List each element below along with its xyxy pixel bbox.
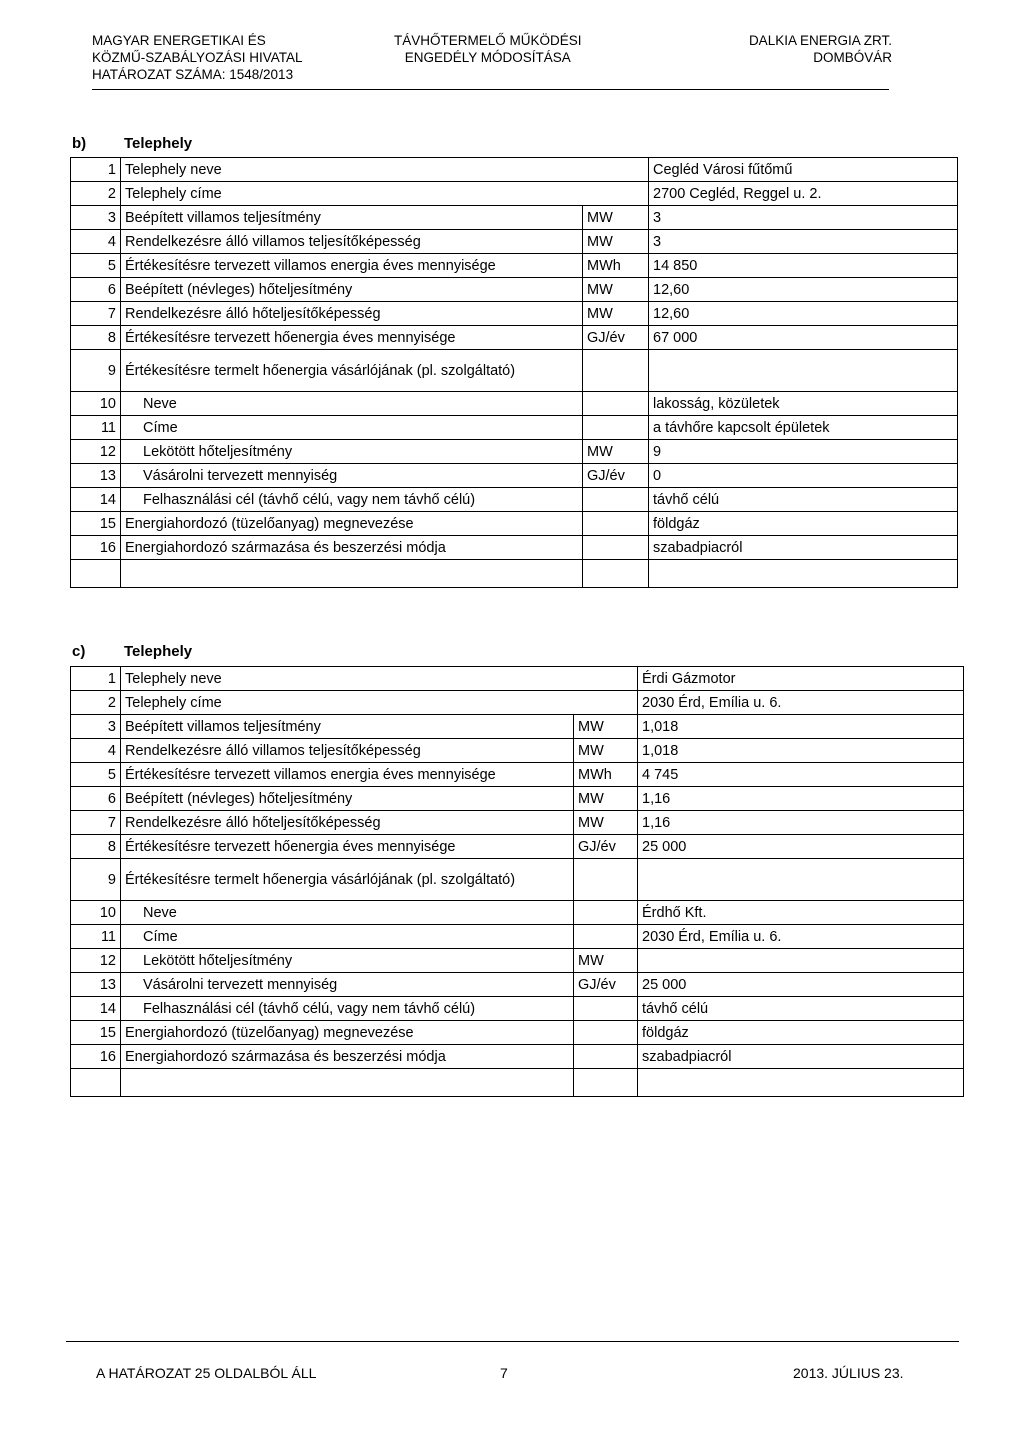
- row-label: Rendelkezésre álló hőteljesítőképesség: [121, 302, 583, 326]
- table-row: [71, 440, 958, 464]
- table-row: [71, 302, 958, 326]
- row-label: Telephely címe: [121, 691, 574, 715]
- header-decision-number: HATÁROZAT SZÁMA: 1548/2013: [92, 67, 294, 82]
- section-c-heading: Telephely: [124, 643, 193, 660]
- row-label: Telephely neve: [121, 158, 583, 182]
- header-authority: [92, 32, 303, 83]
- row-label: Rendelkezésre álló villamos teljesítőképesség: [121, 739, 574, 763]
- row-value: 4 745: [638, 763, 964, 787]
- row-value: 1,018: [638, 739, 964, 763]
- table-row: [71, 350, 958, 392]
- row-unit: [574, 901, 638, 925]
- row-value: lakosság, közületek: [649, 392, 958, 416]
- row-unit: MW: [574, 787, 638, 811]
- header-authority-line: MAGYAR ENERGETIKAI ÉS: [92, 33, 266, 48]
- footer-date: 2013. JÚLIUS 23.: [793, 1365, 904, 1381]
- row-unit: [574, 1021, 638, 1045]
- table-row: [71, 512, 958, 536]
- row-unit: MWh: [574, 763, 638, 787]
- table-row: [71, 254, 958, 278]
- row-label: Felhasználási cél (távhő célú, vagy nem távhő célú): [121, 997, 574, 1021]
- table-row: [71, 536, 958, 560]
- row-number: 12: [71, 949, 121, 973]
- row-value: 0: [649, 464, 958, 488]
- row-value: 12,60: [649, 302, 958, 326]
- row-label: Rendelkezésre álló hőteljesítőképesség: [121, 811, 574, 835]
- empty-cell: [71, 1069, 121, 1097]
- row-number: 2: [71, 182, 121, 206]
- row-unit: [583, 392, 649, 416]
- row-value: 67 000: [649, 326, 958, 350]
- row-number: 1: [71, 158, 121, 182]
- header-divider: [92, 89, 889, 90]
- header-subject-line: ENGEDÉLY MÓDOSÍTÁSA: [404, 50, 571, 65]
- row-number: 6: [71, 278, 121, 302]
- row-unit: MW: [583, 278, 649, 302]
- row-label: Energiahordozó (tüzelőanyag) megnevezése: [121, 1021, 574, 1045]
- row-number: 6: [71, 787, 121, 811]
- section-b-heading: Telephely: [124, 135, 193, 152]
- table-row: [71, 182, 958, 206]
- row-unit: [574, 925, 638, 949]
- row-label: Vásárolni tervezett mennyiség: [121, 464, 583, 488]
- row-unit: MW: [574, 949, 638, 973]
- row-number: 14: [71, 997, 121, 1021]
- row-number: 10: [71, 901, 121, 925]
- table-row: [71, 158, 958, 182]
- table-row: [71, 811, 964, 835]
- row-label: Energiahordozó származása és beszerzési módja: [121, 536, 583, 560]
- row-label: Felhasználási cél (távhő célú, vagy nem távhő célú): [121, 488, 583, 512]
- row-unit: GJ/év: [583, 464, 649, 488]
- header-subject: [394, 32, 582, 66]
- site-table-b-body: [71, 158, 958, 588]
- empty-cell: [583, 560, 649, 588]
- row-label: Beépített (névleges) hőteljesítmény: [121, 787, 574, 811]
- row-unit: MW: [583, 440, 649, 464]
- row-label: Címe: [121, 925, 574, 949]
- row-number: 11: [71, 416, 121, 440]
- row-number: 4: [71, 230, 121, 254]
- table-row: [71, 949, 964, 973]
- row-number: 5: [71, 254, 121, 278]
- row-unit: [574, 1045, 638, 1069]
- empty-cell: [71, 560, 121, 588]
- table-row: [71, 464, 958, 488]
- row-unit: [574, 691, 638, 715]
- row-label: Neve: [121, 901, 574, 925]
- row-number: 10: [71, 392, 121, 416]
- empty-cell: [121, 560, 583, 588]
- row-unit: [574, 667, 638, 691]
- site-table-c-body: [71, 667, 964, 1097]
- footer-page-number: 7: [500, 1365, 508, 1381]
- row-label: Energiahordozó (tüzelőanyag) megnevezése: [121, 512, 583, 536]
- table-row: [71, 230, 958, 254]
- row-unit: [583, 350, 649, 392]
- row-label: Beépített villamos teljesítmény: [121, 715, 574, 739]
- row-number: 15: [71, 1021, 121, 1045]
- row-number: 3: [71, 206, 121, 230]
- row-number: 8: [71, 326, 121, 350]
- header-company-name: DALKIA ENERGIA ZRT.: [748, 33, 892, 48]
- row-value: 3: [649, 230, 958, 254]
- table-row: [71, 859, 964, 901]
- row-label: Vásárolni tervezett mennyiség: [121, 973, 574, 997]
- row-unit: MW: [574, 739, 638, 763]
- row-number: 3: [71, 715, 121, 739]
- row-unit: [583, 488, 649, 512]
- row-value: [638, 859, 964, 901]
- row-number: 4: [71, 739, 121, 763]
- row-value: Érdhő Kft.: [638, 901, 964, 925]
- row-value: távhő célú: [649, 488, 958, 512]
- site-table-b: [70, 157, 958, 588]
- row-unit: [583, 512, 649, 536]
- table-row: [71, 488, 958, 512]
- table-row: [71, 787, 964, 811]
- row-value: [638, 949, 964, 973]
- header-subject-line: TÁVHŐTERMELŐ MŰKÖDÉSI: [394, 33, 582, 48]
- page-header: [92, 32, 892, 90]
- table-row: [71, 835, 964, 859]
- table-row-empty: [71, 560, 958, 588]
- row-unit: GJ/év: [574, 835, 638, 859]
- table-row: [71, 763, 964, 787]
- row-value: Érdi Gázmotor: [638, 667, 964, 691]
- row-label: Értékesítésre tervezett hőenergia éves mennyisége: [121, 326, 583, 350]
- footer-page-count: A HATÁROZAT 25 OLDALBÓL ÁLL: [96, 1365, 317, 1381]
- row-value: távhő célú: [638, 997, 964, 1021]
- row-value: 2700 Cegléd, Reggel u. 2.: [649, 182, 958, 206]
- row-label: Telephely neve: [121, 667, 574, 691]
- header-company-city: DOMBÓVÁR: [813, 50, 892, 65]
- row-label: Értékesítésre termelt hőenergia vásárlójának (pl. szolgáltató): [121, 859, 574, 901]
- table-row: [71, 739, 964, 763]
- section-b-letter: b): [72, 135, 87, 152]
- row-label: Címe: [121, 416, 583, 440]
- table-row: [71, 715, 964, 739]
- row-number: 12: [71, 440, 121, 464]
- empty-cell: [638, 1069, 964, 1097]
- row-label: Lekötött hőteljesítmény: [121, 440, 583, 464]
- section-c-letter: c): [72, 643, 86, 660]
- table-row: [71, 667, 964, 691]
- empty-cell: [649, 560, 958, 588]
- row-number: 11: [71, 925, 121, 949]
- table-row-empty: [71, 1069, 964, 1097]
- row-number: 9: [71, 859, 121, 901]
- row-number: 2: [71, 691, 121, 715]
- row-number: 14: [71, 488, 121, 512]
- row-unit: [574, 997, 638, 1021]
- row-label: Értékesítésre termelt hőenergia vásárlójának (pl. szolgáltató): [121, 350, 583, 392]
- table-row: [71, 973, 964, 997]
- row-unit: MW: [574, 811, 638, 835]
- row-value: 25 000: [638, 835, 964, 859]
- table-row: [71, 416, 958, 440]
- row-value: földgáz: [638, 1021, 964, 1045]
- row-number: 9: [71, 350, 121, 392]
- row-label: Értékesítésre tervezett villamos energia éves mennyisége: [121, 763, 574, 787]
- row-label: Neve: [121, 392, 583, 416]
- row-value: szabadpiacról: [638, 1045, 964, 1069]
- row-unit: MW: [583, 302, 649, 326]
- row-label: Lekötött hőteljesítmény: [121, 949, 574, 973]
- row-number: 5: [71, 763, 121, 787]
- row-unit: [574, 859, 638, 901]
- row-value: szabadpiacról: [649, 536, 958, 560]
- row-unit: [583, 416, 649, 440]
- row-unit: [583, 182, 649, 206]
- row-number: 16: [71, 1045, 121, 1069]
- table-row: [71, 925, 964, 949]
- row-unit: GJ/év: [583, 326, 649, 350]
- section-b-title: [72, 135, 192, 152]
- table-row: [71, 326, 958, 350]
- row-label: Rendelkezésre álló villamos teljesítőképesség: [121, 230, 583, 254]
- row-label: Értékesítésre tervezett villamos energia éves mennyisége: [121, 254, 583, 278]
- row-value: 1,018: [638, 715, 964, 739]
- row-value: 12,60: [649, 278, 958, 302]
- row-label: Értékesítésre tervezett hőenergia éves mennyisége: [121, 835, 574, 859]
- row-number: 13: [71, 973, 121, 997]
- row-label: Telephely címe: [121, 182, 583, 206]
- row-value: 1,16: [638, 787, 964, 811]
- row-value: 14 850: [649, 254, 958, 278]
- table-row: [71, 206, 958, 230]
- table-row: [71, 392, 958, 416]
- row-value: 2030 Érd, Emília u. 6.: [638, 925, 964, 949]
- row-unit: GJ/év: [574, 973, 638, 997]
- row-number: 13: [71, 464, 121, 488]
- table-row: [71, 278, 958, 302]
- empty-cell: [121, 1069, 574, 1097]
- header-company: [749, 32, 892, 66]
- row-label: Energiahordozó származása és beszerzési módja: [121, 1045, 574, 1069]
- row-value: 9: [649, 440, 958, 464]
- table-row: [71, 1021, 964, 1045]
- row-value: 1,16: [638, 811, 964, 835]
- row-value: [649, 350, 958, 392]
- row-label: Beépített (névleges) hőteljesítmény: [121, 278, 583, 302]
- row-value: 3: [649, 206, 958, 230]
- row-value: 25 000: [638, 973, 964, 997]
- row-unit: [583, 158, 649, 182]
- row-unit: MWh: [583, 254, 649, 278]
- table-row: [71, 1045, 964, 1069]
- row-unit: [583, 536, 649, 560]
- footer-divider: [66, 1341, 959, 1342]
- empty-cell: [574, 1069, 638, 1097]
- table-row: [71, 997, 964, 1021]
- row-value: 2030 Érd, Emília u. 6.: [638, 691, 964, 715]
- row-number: 7: [71, 302, 121, 326]
- row-number: 8: [71, 835, 121, 859]
- row-value: a távhőre kapcsolt épületek: [649, 416, 958, 440]
- site-table-c: [70, 666, 964, 1097]
- section-c-title: [72, 643, 192, 660]
- table-row: [71, 901, 964, 925]
- row-number: 1: [71, 667, 121, 691]
- row-number: 16: [71, 536, 121, 560]
- row-unit: MW: [583, 230, 649, 254]
- row-value: földgáz: [649, 512, 958, 536]
- row-label: Beépített villamos teljesítmény: [121, 206, 583, 230]
- row-unit: MW: [574, 715, 638, 739]
- row-value: Cegléd Városi fűtőmű: [649, 158, 958, 182]
- table-row: [71, 691, 964, 715]
- header-authority-line: KÖZMŰ-SZABÁLYOZÁSI HIVATAL: [92, 50, 303, 65]
- row-unit: MW: [583, 206, 649, 230]
- row-number: 15: [71, 512, 121, 536]
- row-number: 7: [71, 811, 121, 835]
